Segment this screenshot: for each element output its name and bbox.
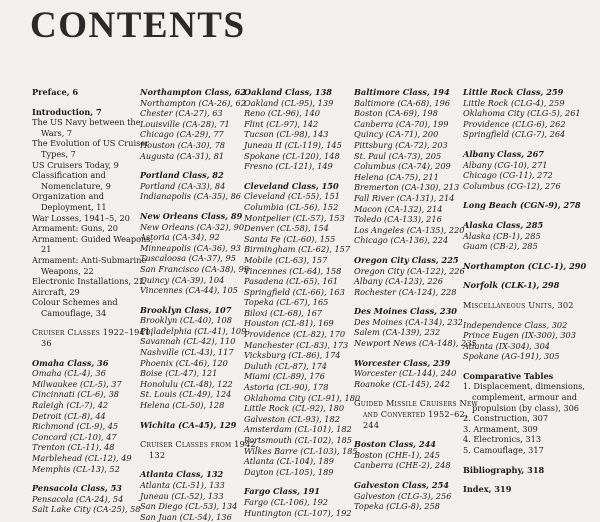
- baltimore-entry[interactable]: Los Angeles (CA-135), 220: [354, 224, 465, 235]
- alaska-entry[interactable]: Alaska (CB-1), 285: [463, 230, 541, 241]
- baltimore-list: [354, 98, 480, 246]
- portland-entry[interactable]: Portland (CA-33), 84: [140, 180, 226, 191]
- toc-class-pensacola[interactable]: Pensacola Class, 53: [32, 483, 122, 494]
- albany-entry[interactable]: Albany (CG-10), 271: [463, 159, 548, 170]
- baltimore-entry[interactable]: Columbus (CA-74), 209: [354, 161, 451, 172]
- cleveland-entry[interactable]: Biloxi (CL-68), 167: [244, 307, 323, 318]
- cleveland-entry[interactable]: Atlanta (CL-104), 189: [244, 456, 334, 467]
- toc-class-cleveland[interactable]: Cleveland Class, 150: [244, 180, 339, 191]
- brooklyn-entry[interactable]: Helena (CL-50), 128: [140, 400, 225, 411]
- cleveland-entry[interactable]: Miami (CL-89), 176: [244, 371, 325, 382]
- misc-list: [463, 320, 589, 362]
- omaha-entry[interactable]: Milwaukee (CL-5), 37: [32, 378, 122, 389]
- comparative-entry[interactable]: 2. Construction, 307: [463, 413, 549, 424]
- toc-class-baltimore[interactable]: Baltimore Class, 194: [354, 87, 450, 97]
- oakland-entry[interactable]: Juneau II (CL-119), 145: [244, 139, 342, 150]
- cleveland-entry[interactable]: Vincennes (CL-64), 158: [244, 265, 342, 276]
- boston-entry[interactable]: Boston (CHE-1), 245: [354, 449, 440, 460]
- toc-entry-cruiser-classes-1942[interactable]: Cruiser Classes from 1942, 132: [140, 439, 259, 460]
- page-title: CONTENTS: [30, 5, 246, 46]
- cleveland-entry[interactable]: Dayton (CL-105), 189: [244, 466, 334, 477]
- brooklyn-entry[interactable]: St. Louis (CL-49), 124: [140, 389, 232, 400]
- cleveland-entry[interactable]: Topeka (CL-67), 165: [244, 297, 329, 308]
- cleveland-entry[interactable]: Pasadena (CL-65), 161: [244, 276, 339, 287]
- misc-entry[interactable]: Atlanta (IX-304), 304: [463, 340, 550, 351]
- toc-entry-miscellaneous-units[interactable]: Miscellaneous Units, 302: [463, 299, 574, 310]
- omaha-entry[interactable]: Raleigh (CL-7), 42: [32, 400, 109, 411]
- intro-entry[interactable]: Organization and Deployment, 11: [32, 191, 107, 212]
- brooklyn-entry[interactable]: Nashville (CL-43), 117: [140, 347, 234, 358]
- cleveland-entry[interactable]: Little Rock (CL-92), 180: [244, 403, 345, 414]
- littlerock-entry[interactable]: Springfield (CLG-7), 264: [463, 129, 566, 140]
- alaska-list: [463, 231, 589, 252]
- littlerock-entry[interactable]: Providence (CLG-6), 262: [463, 118, 566, 129]
- omaha-entry[interactable]: Memphis (CL-13), 52: [32, 463, 120, 474]
- atlanta-entry[interactable]: San Juan (CL-54), 136: [140, 511, 232, 522]
- boston-entry[interactable]: Canberra (CHE-2), 248: [354, 460, 451, 471]
- omaha-entry[interactable]: Omaha (CL-4), 36: [32, 368, 106, 379]
- desmoines-list: [354, 317, 480, 349]
- worcester-entry[interactable]: Roanoke (CL-145), 242: [354, 378, 450, 389]
- omaha-entry[interactable]: Marblehead (CL-12), 49: [32, 453, 132, 463]
- cleveland-entry[interactable]: Astoria (CL-90), 178: [244, 382, 329, 393]
- neworleans-entry[interactable]: Tuscaloosa (CA-37), 95: [140, 253, 236, 264]
- toc-class-brooklyn[interactable]: Brooklyn Class, 107: [140, 304, 232, 315]
- neworleans-entry[interactable]: Astoria (CA-34), 92: [140, 232, 220, 243]
- toc-entry-index[interactable]: Index, 319: [463, 484, 512, 495]
- toc-class-atlanta[interactable]: Atlanta Class, 132: [140, 469, 224, 480]
- baltimore-entry[interactable]: Fall River (CA-131), 214: [354, 192, 455, 203]
- toc-entry-bibliography[interactable]: Bibliography, 318: [463, 464, 545, 475]
- cleveland-list: [244, 191, 370, 477]
- oakland-entry[interactable]: Reno (CL-96), 140: [244, 108, 320, 119]
- comparative-entry[interactable]: 3. Armament, 309: [463, 423, 538, 434]
- baltimore-entry[interactable]: Bremerton (CA-130), 213: [354, 182, 460, 193]
- cleveland-entry[interactable]: Oklahoma City (CL-91), 180: [244, 392, 361, 403]
- toc-class-oakland[interactable]: Oakland Class, 138: [244, 87, 332, 97]
- toc-class-des-moines[interactable]: Des Moines Class, 230: [354, 306, 457, 317]
- brooklyn-entry[interactable]: Phoenix (CL-46), 120: [140, 357, 228, 368]
- toc-entry-norfolk-clk[interactable]: Norfolk (CLK-1), 298: [463, 280, 560, 291]
- toc-entry-wichita[interactable]: Wichita (CA-45), 129: [140, 419, 237, 430]
- intro-entry[interactable]: Classification and Nomenclature, 9: [32, 170, 111, 191]
- oregon-list: [354, 266, 480, 298]
- cleveland-entry[interactable]: Galveston (CL-93), 182: [244, 413, 340, 424]
- comparative-entry[interactable]: 1. Displacement, dimensions, complement, armour and propulsion (by class), 306: [463, 381, 585, 413]
- northampton-entry[interactable]: Chester (CA-27), 63: [140, 108, 223, 119]
- cleveland-entry[interactable]: Santa Fe (CL-60), 155: [244, 233, 336, 244]
- intro-entry[interactable]: Colour Schemes and Camouflage, 34: [32, 297, 118, 318]
- desmoines-entry[interactable]: Salem (CA-139), 232: [354, 327, 441, 338]
- cleveland-entry[interactable]: Duluth (CL-87), 174: [244, 360, 328, 371]
- oregon-entry[interactable]: Albany (CA-123), 226: [354, 276, 443, 287]
- neworleans-entry[interactable]: Quincy (CA-39), 104: [140, 274, 225, 285]
- neworleans-entry[interactable]: Minneapolis (CA-36), 93: [140, 242, 241, 253]
- northampton-entry[interactable]: Augusta (CA-31), 81: [140, 150, 225, 161]
- brooklyn-entry[interactable]: Brooklyn (CL-40), 108: [140, 315, 232, 326]
- misc-entry[interactable]: Spokane (AG-191), 305: [463, 351, 560, 362]
- cleveland-entry[interactable]: Montpelier (CL-57), 153: [244, 212, 345, 223]
- pensacola-entry[interactable]: Salt Lake City (CA-25), 58: [32, 504, 141, 515]
- atlanta-entry[interactable]: San Diego (CL-53), 134: [140, 501, 238, 512]
- baltimore-entry[interactable]: Helena (CA-75), 211: [354, 171, 439, 182]
- northampton-entry[interactable]: Houston (CA-30), 78: [140, 139, 226, 150]
- oakland-entry[interactable]: Oakland (CL-95), 139: [244, 97, 334, 108]
- baltimore-entry[interactable]: Pittsburg (CA-72), 203: [354, 139, 448, 150]
- toc-class-portland[interactable]: Portland Class, 82: [140, 170, 224, 181]
- cleveland-entry[interactable]: Wilkes Barre (CL-103), 185: [244, 445, 358, 456]
- omaha-entry[interactable]: Concord (CL-10), 47: [32, 431, 117, 442]
- intro-entry[interactable]: The Evolution of US Cruiser Types, 7: [32, 138, 150, 159]
- fargo-entry[interactable]: Fargo (CL-106), 192: [244, 496, 329, 507]
- intro-entry[interactable]: Aircraft, 29: [32, 286, 80, 297]
- toc-column-4: [354, 87, 480, 512]
- comparative-list: [463, 381, 589, 455]
- atlanta-entry[interactable]: Juneau (CL-52), 133: [140, 490, 224, 501]
- galveston-entry[interactable]: Topeka (CLG-8), 258: [354, 501, 440, 512]
- cleveland-entry[interactable]: Cleveland (CL-55), 151: [244, 191, 340, 202]
- littlerock-list: [463, 98, 589, 140]
- brooklyn-entry[interactable]: Savannah (CL-42), 110: [140, 336, 236, 347]
- cleveland-entry[interactable]: Manchester (CL-83), 173: [244, 339, 349, 350]
- intro-entry[interactable]: Electronic Installations, 22: [32, 276, 145, 287]
- toc-class-little-rock[interactable]: Little Rock Class, 259: [463, 87, 564, 97]
- oregon-entry[interactable]: Rochester (CA-124), 228: [354, 286, 457, 297]
- neworleans-entry[interactable]: New Orleans (CA-32), 90: [140, 221, 245, 232]
- toc-class-omaha[interactable]: Omaha Class, 36: [32, 357, 109, 368]
- atlanta-entry[interactable]: Atlanta (CL-51), 133: [140, 480, 225, 490]
- desmoines-entry[interactable]: Newport News (CA-148), 235: [354, 338, 477, 349]
- omaha-entry[interactable]: Richmond (CL-9), 45: [32, 421, 119, 432]
- toc-class-albany[interactable]: Albany Class, 267: [463, 148, 544, 159]
- albany-list: [463, 160, 589, 192]
- toc-class-new-orleans[interactable]: New Orleans Class, 89: [140, 210, 243, 221]
- toc-entry-guided-missile-cruisers[interactable]: Guided Missile Cruisers New and Converted 1952–62, 244: [354, 398, 478, 430]
- cleveland-entry[interactable]: Vicksburg (CL-86), 174: [244, 350, 341, 361]
- cleveland-entry[interactable]: Birmingham (CL-62), 157: [244, 244, 351, 255]
- fargo-list: [244, 497, 370, 518]
- cleveland-entry[interactable]: Portsmouth (CL-102), 185: [244, 435, 352, 445]
- littlerock-entry[interactable]: Little Rock (CLG-4), 259: [463, 97, 565, 108]
- comparative-entry[interactable]: 4. Electronics, 313: [463, 434, 542, 445]
- baltimore-entry[interactable]: St. Paul (CA-73), 205: [354, 150, 442, 161]
- cleveland-entry[interactable]: Columbia (CL-56), 152: [244, 201, 339, 212]
- baltimore-entry[interactable]: Macon (CA-132), 214: [354, 203, 443, 214]
- oakland-entry[interactable]: Tucson (CL-98), 143: [244, 129, 329, 140]
- omaha-entry[interactable]: Detroit (CL-8), 44: [32, 410, 106, 421]
- brooklyn-entry[interactable]: Philadelphia (CL-41), 109: [140, 325, 247, 336]
- littlerock-entry[interactable]: Oklahoma City (CLG-5), 261: [463, 108, 581, 119]
- intro-entry[interactable]: Armament: Anti-Submarine Weapons, 22: [32, 254, 147, 276]
- toc-entry-long-beach[interactable]: Long Beach (CGN-9), 278: [463, 200, 581, 211]
- omaha-entry[interactable]: Trenton (CL-11), 48: [32, 442, 115, 453]
- brooklyn-entry[interactable]: Boise (CL-47), 121: [140, 368, 218, 379]
- toc-class-fargo[interactable]: Fargo Class, 191: [244, 486, 320, 497]
- oakland-entry[interactable]: Fresno (CL-121), 149: [244, 161, 333, 172]
- toc-section-comparative-tables[interactable]: Comparative Tables: [463, 370, 554, 381]
- alaska-entry[interactable]: Guam (CB-2), 285: [463, 241, 538, 252]
- galveston-list: [354, 491, 480, 512]
- misc-entry[interactable]: Prince Eugen (IX-300), 303: [463, 330, 576, 341]
- toc-entry-cruiser-classes-1922[interactable]: Cruiser Classes 1922–1941, 36: [32, 327, 154, 349]
- misc-entry[interactable]: Independence Class, 302: [463, 319, 568, 330]
- neworleans-entry[interactable]: Vincennes (CA-44), 105: [140, 285, 238, 296]
- toc-class-alaska[interactable]: Alaska Class, 285: [463, 219, 544, 230]
- cleveland-entry[interactable]: Springfield (CL-66), 163: [244, 286, 345, 297]
- intro-entry[interactable]: US Cruisers Today, 9: [32, 159, 119, 170]
- toc-entry-preface[interactable]: Preface, 6: [32, 87, 79, 97]
- baltimore-entry[interactable]: Boston (CA-69), 198: [354, 108, 438, 119]
- albany-entry[interactable]: Chicago (CG-11), 272: [463, 170, 553, 181]
- cleveland-entry[interactable]: Mobile (CL-63), 157: [244, 254, 328, 265]
- worcester-list: [354, 368, 480, 389]
- toc-class-northampton[interactable]: Northampton Class, 62: [140, 87, 246, 97]
- intro-entry[interactable]: The US Navy between the Wars, 7: [32, 117, 141, 138]
- intro-entry[interactable]: Armament: Guns, 20: [32, 223, 118, 234]
- oakland-entry[interactable]: Spokane (CL-120), 148: [244, 150, 340, 161]
- desmoines-entry[interactable]: Des Moines (CA-134), 232: [354, 316, 463, 327]
- neworleans-entry[interactable]: San Francisco (CA-38), 99: [140, 263, 250, 274]
- baltimore-entry[interactable]: Canberra (CA-70), 199: [354, 118, 449, 129]
- toc-class-galveston[interactable]: Galveston Class, 254: [354, 480, 449, 490]
- toc-column-3: [244, 87, 370, 518]
- oregon-entry[interactable]: Oregon City (CA-122), 226: [354, 265, 465, 276]
- toc-class-worcester[interactable]: Worcester Class, 239: [354, 357, 451, 368]
- fargo-entry[interactable]: Huntington (CL-107), 192: [244, 507, 352, 518]
- baltimore-entry[interactable]: Toledo (CA-133), 216: [354, 214, 442, 225]
- worcester-entry[interactable]: Worcester (CL-144), 240: [354, 368, 457, 379]
- cleveland-entry[interactable]: Denver (CL-58), 154: [244, 223, 329, 234]
- cleveland-entry[interactable]: Providence (CL-82), 170: [244, 329, 346, 340]
- oakland-entry[interactable]: Flint (CL-97), 142: [244, 118, 319, 129]
- toc-entry-northampton-clc[interactable]: Northampton (CLC-1), 290: [463, 260, 587, 271]
- toc-section-introduction[interactable]: Introduction, 7: [32, 106, 102, 117]
- oakland-list: [244, 98, 370, 172]
- toc-class-boston[interactable]: Boston Class, 244: [354, 439, 436, 450]
- galveston-entry[interactable]: Galveston (CLG-3), 256: [354, 490, 452, 501]
- baltimore-entry[interactable]: Quincy (CA-71), 200: [354, 129, 439, 140]
- portland-entry[interactable]: Indianapolis (CA-35), 86: [140, 191, 241, 202]
- northampton-entry[interactable]: Chicago (CA-29), 77: [140, 129, 224, 140]
- cleveland-entry[interactable]: Amsterdam (CL-101), 182: [244, 424, 352, 435]
- northampton-entry[interactable]: Northampton (CA-26), 62: [140, 97, 246, 108]
- baltimore-entry[interactable]: Chicago (CA-136), 224: [354, 235, 449, 246]
- albany-entry[interactable]: Columbus (CG-12), 276: [463, 180, 561, 191]
- baltimore-entry[interactable]: Baltimore (CA-68), 196: [354, 97, 451, 108]
- comparative-entry[interactable]: 5. Camouflage, 317: [463, 445, 544, 456]
- northampton-entry[interactable]: Louisville (CA-28), 71: [140, 118, 230, 129]
- intro-entry[interactable]: War Losses, 1941–5, 20: [32, 212, 130, 223]
- intro-entry[interactable]: Armament: Guided Weapons, 21: [32, 233, 154, 255]
- boston-list: [354, 450, 480, 471]
- omaha-entry[interactable]: Cincinnati (CL-6), 38: [32, 389, 119, 400]
- pensacola-entry[interactable]: Pensacola (CA-24), 54: [32, 493, 124, 504]
- toc-class-oregon-city[interactable]: Oregon City Class, 225: [354, 254, 459, 265]
- toc-column-5: [463, 87, 589, 495]
- brooklyn-entry[interactable]: Honolulu (CL-48), 122: [140, 378, 233, 389]
- cleveland-entry[interactable]: Houston (CL-81), 169: [244, 318, 334, 329]
